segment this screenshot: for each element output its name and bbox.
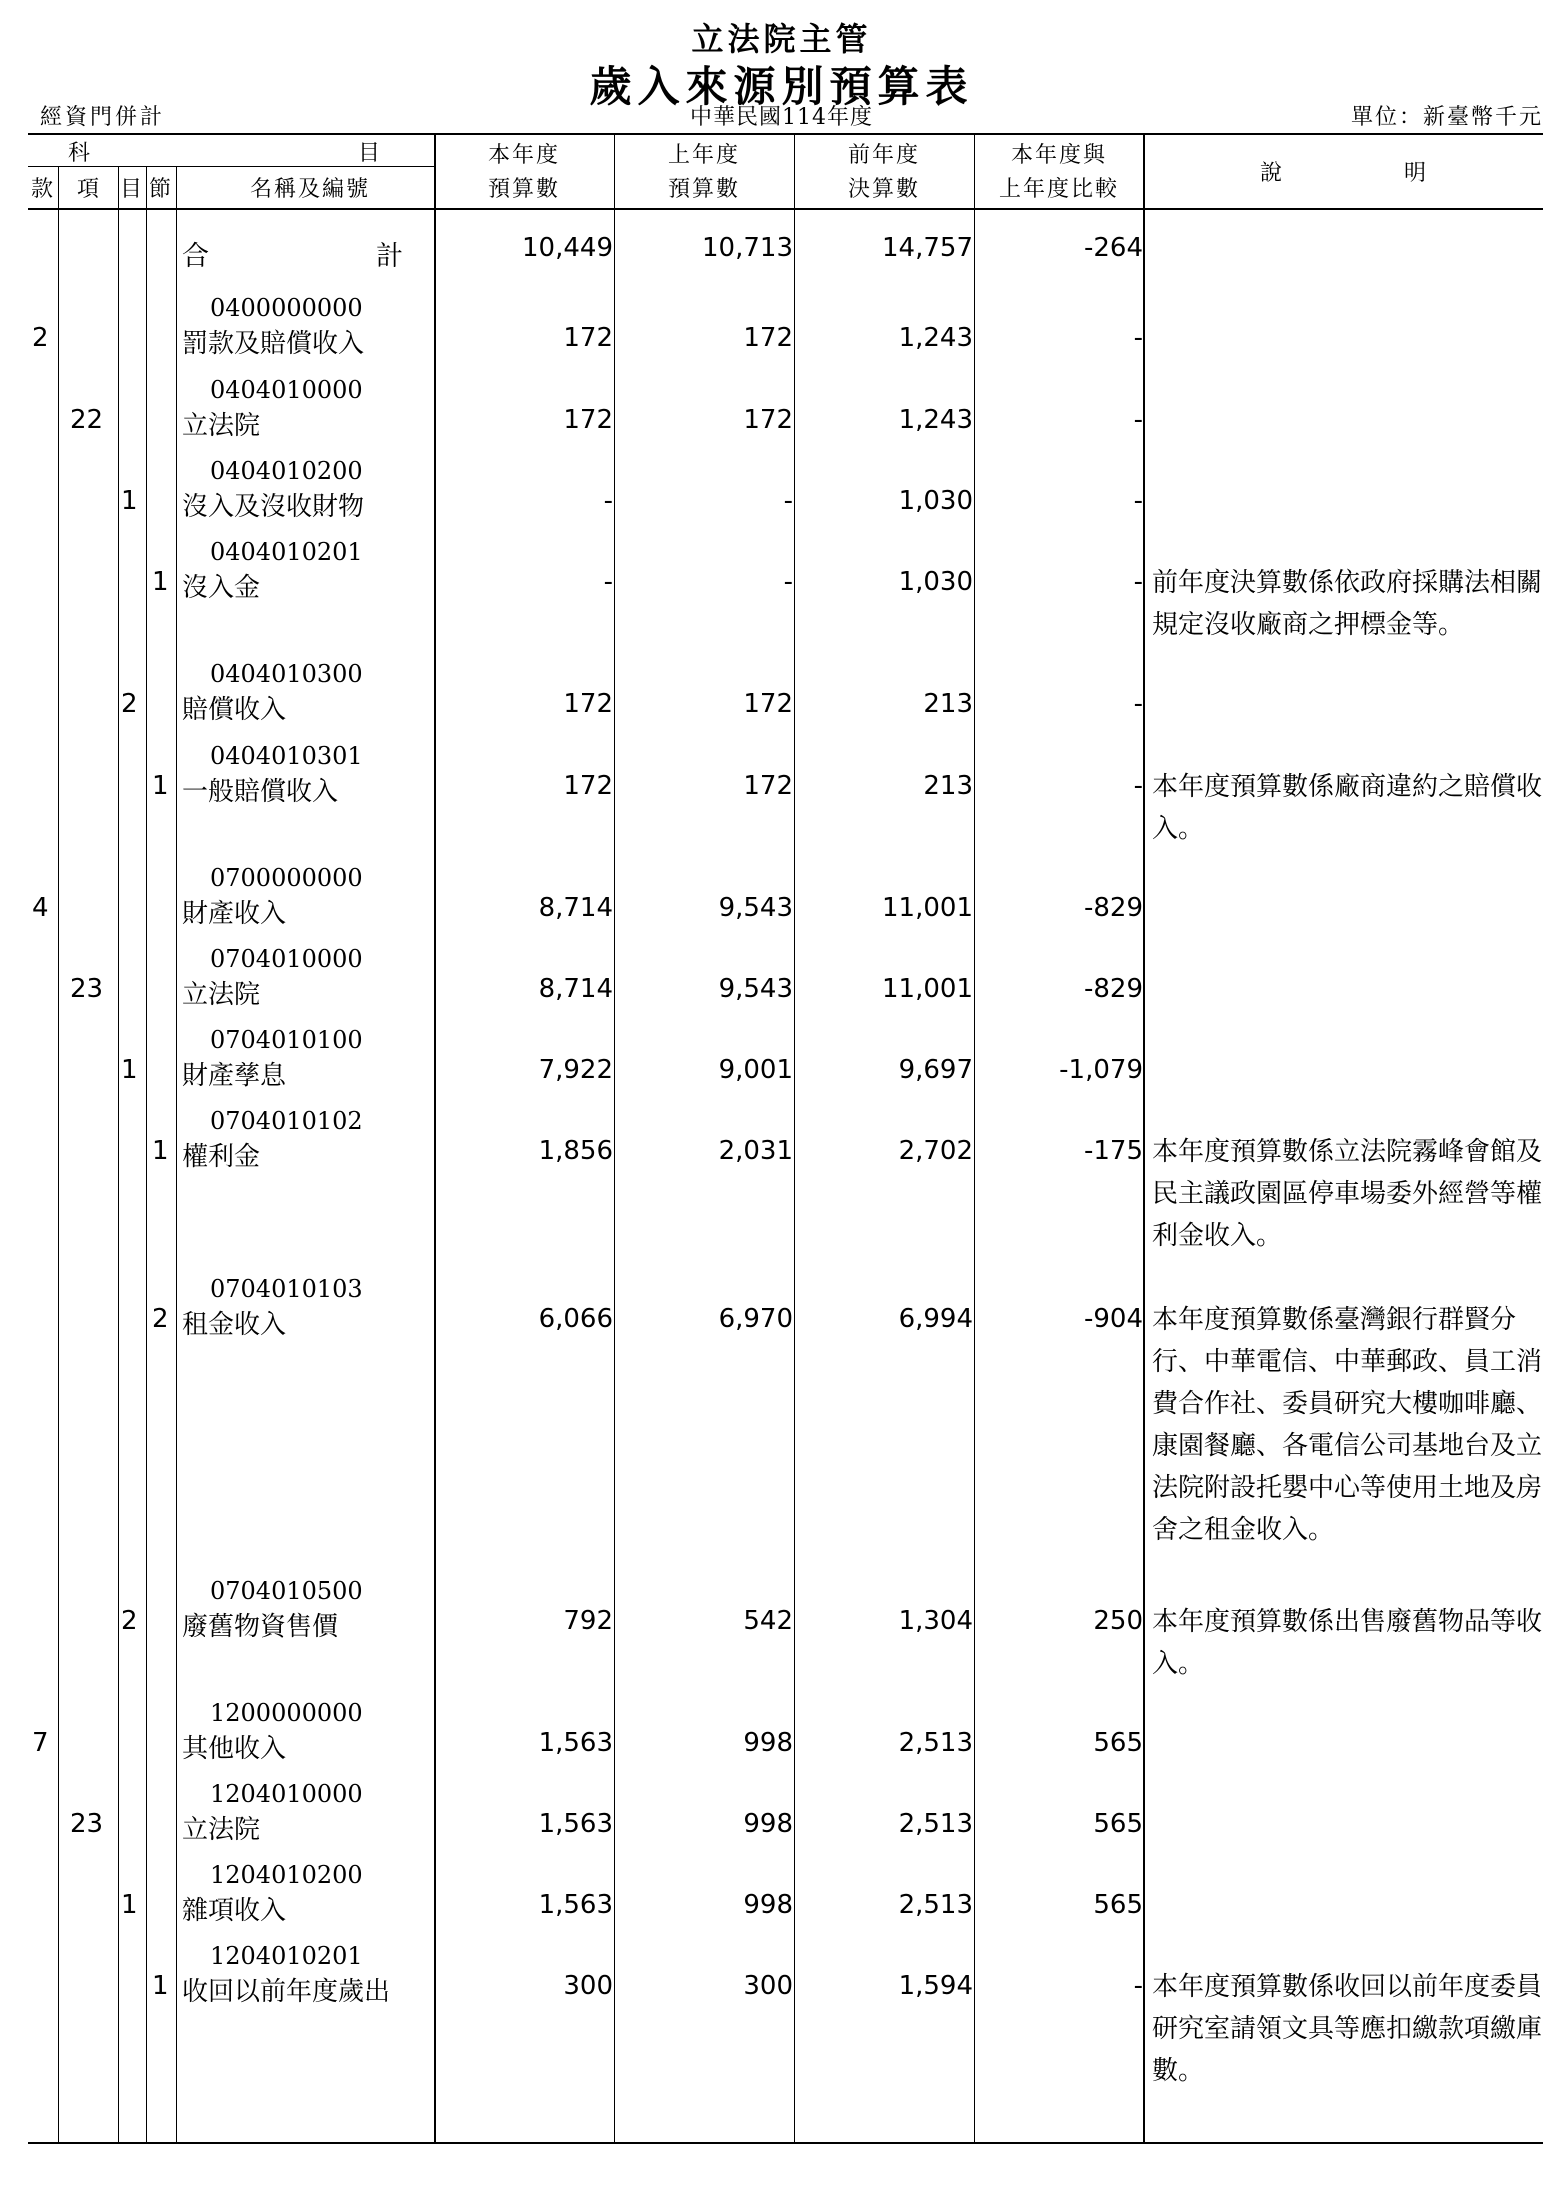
row-jie: 1 <box>152 1971 169 2001</box>
row-mu: 2 <box>121 1606 138 1636</box>
col-line-prev-year <box>974 133 975 2142</box>
header-ke: 科 <box>67 141 92 166</box>
row-compare: 565 <box>1093 1890 1143 1920</box>
header-last-year-1: 上年度 <box>667 143 740 168</box>
row-last-year: 172 <box>743 771 793 801</box>
row-this-year: - <box>603 567 613 597</box>
row-this-year: 1,563 <box>538 1728 613 1758</box>
row-xiang: 23 <box>70 1809 104 1839</box>
row-note: 本年度預算數係收回以前年度委員研究室請領文具等應扣繳款項繳庫數。 <box>1152 1972 1543 2086</box>
row-this-year: 300 <box>563 1971 613 2001</box>
row-name: 沒入金 <box>182 573 261 603</box>
page-title-line1: 立法院主管 <box>691 20 872 58</box>
header-jie: 節 <box>148 177 173 202</box>
row-this-year: 792 <box>563 1606 613 1636</box>
row-name: 立法院 <box>182 1815 261 1845</box>
row-compare: -904 <box>1083 1304 1143 1334</box>
row-code: 0704010000 <box>210 945 363 973</box>
row-compare: 565 <box>1093 1728 1143 1758</box>
row-xiang: 23 <box>70 974 104 1004</box>
row-prev-year: 11,001 <box>882 893 973 923</box>
row-code: 0704010500 <box>210 1577 363 1605</box>
header-note: 說 明 <box>1259 161 1428 186</box>
row-note: 本年度預算數係出售廢舊物品等收入。 <box>1152 1607 1543 1679</box>
row-last-year: 9,001 <box>718 1055 793 1085</box>
row-last-year: - <box>783 567 793 597</box>
row-this-year: 6,066 <box>538 1304 613 1334</box>
row-last-year: - <box>783 486 793 516</box>
row-note: 本年度預算數係廠商違約之賠償收入。 <box>1152 772 1543 844</box>
row-prev-year: 213 <box>923 689 973 719</box>
row-compare: - <box>1133 486 1143 516</box>
row-jie: 1 <box>152 567 169 597</box>
row-compare: -1,079 <box>1059 1055 1143 1085</box>
row-this-year: 172 <box>563 689 613 719</box>
row-this-year: - <box>603 486 613 516</box>
row-kuan: 2 <box>32 323 49 353</box>
header-this-year-2: 預算數 <box>487 177 560 202</box>
row-compare: 565 <box>1093 1809 1143 1839</box>
row-prev-year: 213 <box>923 771 973 801</box>
total-last-year: 10,713 <box>702 233 793 263</box>
row-compare: -829 <box>1083 974 1143 1004</box>
row-code: 0400000000 <box>210 294 363 322</box>
header-prev-year-1: 前年度 <box>847 143 920 168</box>
budget-scope-label: 經資門併計 <box>40 105 166 130</box>
row-compare: - <box>1133 405 1143 435</box>
row-prev-year: 1,243 <box>898 323 973 353</box>
row-last-year: 172 <box>743 689 793 719</box>
header-xiang: 項 <box>76 177 101 202</box>
row-compare: - <box>1133 1971 1143 2001</box>
col-line-this-year <box>614 133 615 2142</box>
row-this-year: 172 <box>563 771 613 801</box>
row-this-year: 1,563 <box>538 1890 613 1920</box>
row-compare: -829 <box>1083 893 1143 923</box>
header-prev-year-2: 決算數 <box>847 177 920 202</box>
row-note: 本年度預算數係臺灣銀行群賢分行、中華電信、中華郵政、員工消費合作社、委員研究大樓咖啡廳、康園餐廳、各電信公司基地台及立法院附設托嬰中心等使用土地及房舍之租金收入。 <box>1152 1305 1543 1545</box>
total-label-a: 合 <box>182 241 209 272</box>
col-line-mu <box>146 166 147 2142</box>
header-last-year-2: 預算數 <box>667 177 740 202</box>
fiscal-year-subtitle: 中華民國114年度 <box>690 105 873 130</box>
row-prev-year: 1,030 <box>898 486 973 516</box>
row-name: 權利金 <box>182 1142 261 1172</box>
row-compare: - <box>1133 567 1143 597</box>
row-compare: - <box>1133 771 1143 801</box>
row-compare: -175 <box>1083 1136 1143 1166</box>
row-name: 立法院 <box>182 411 261 441</box>
row-name: 雜項收入 <box>182 1896 287 1926</box>
total-prev-year: 14,757 <box>882 233 973 263</box>
unit-label: 單位：新臺幣千元 <box>1350 105 1543 130</box>
row-name: 賠償收入 <box>182 695 287 725</box>
row-prev-year: 1,030 <box>898 567 973 597</box>
row-last-year: 172 <box>743 323 793 353</box>
header-kuan: 款 <box>30 177 55 202</box>
col-line-xiang <box>118 166 119 2142</box>
header-mu: 目 <box>357 141 382 166</box>
row-name: 立法院 <box>182 980 261 1010</box>
total-label-b: 計 <box>376 241 403 272</box>
row-name: 一般賠償收入 <box>182 777 339 807</box>
row-prev-year: 1,304 <box>898 1606 973 1636</box>
table-bottom-border <box>28 2142 1543 2144</box>
row-last-year: 300 <box>743 1971 793 2001</box>
col-line-compare <box>1143 133 1145 2142</box>
row-this-year: 7,922 <box>538 1055 613 1085</box>
row-name: 罰款及賠償收入 <box>182 329 365 359</box>
row-code: 1204010201 <box>210 1942 363 1970</box>
header-mu2: 目 <box>119 177 144 202</box>
row-name: 沒入及沒收財物 <box>182 492 365 522</box>
row-note: 本年度預算數係立法院霧峰會館及民主議政園區停車場委外經營等權利金收入。 <box>1152 1137 1543 1251</box>
row-code: 1200000000 <box>210 1699 363 1727</box>
row-compare: 250 <box>1093 1606 1143 1636</box>
row-code: 0700000000 <box>210 864 363 892</box>
row-mu: 1 <box>121 1055 138 1085</box>
row-last-year: 998 <box>743 1890 793 1920</box>
row-last-year: 6,970 <box>718 1304 793 1334</box>
row-last-year: 998 <box>743 1728 793 1758</box>
header-this-year-1: 本年度 <box>487 143 560 168</box>
row-last-year: 998 <box>743 1809 793 1839</box>
row-last-year: 2,031 <box>718 1136 793 1166</box>
row-name: 財產收入 <box>182 899 287 929</box>
row-prev-year: 2,702 <box>898 1136 973 1166</box>
row-code: 0704010100 <box>210 1026 363 1054</box>
row-this-year: 1,856 <box>538 1136 613 1166</box>
row-code: 1204010200 <box>210 1861 363 1889</box>
header-name: 名稱及編號 <box>249 177 370 202</box>
col-line-jie <box>176 166 177 2142</box>
row-kuan: 7 <box>32 1728 49 1758</box>
row-this-year: 1,563 <box>538 1809 613 1839</box>
row-name: 收回以前年度歲出 <box>182 1977 391 2007</box>
row-mu: 1 <box>121 486 138 516</box>
row-prev-year: 1,594 <box>898 1971 973 2001</box>
row-kuan: 4 <box>32 893 49 923</box>
row-this-year: 8,714 <box>538 974 613 1004</box>
row-jie: 1 <box>152 771 169 801</box>
header-bottom-border <box>28 208 1543 210</box>
row-name: 財產孳息 <box>182 1061 287 1091</box>
total-compare: -264 <box>1083 233 1143 263</box>
page-title-line2: 歲入來源別預算表 <box>589 62 974 111</box>
row-compare: - <box>1133 689 1143 719</box>
header-compare-2: 上年度比較 <box>998 177 1119 202</box>
row-jie: 1 <box>152 1136 169 1166</box>
total-this-year: 10,449 <box>522 233 613 263</box>
row-compare: - <box>1133 323 1143 353</box>
row-code: 0404010300 <box>210 660 363 688</box>
col-line-last-year <box>794 133 795 2142</box>
table-top-border <box>28 133 1543 135</box>
row-last-year: 9,543 <box>718 893 793 923</box>
row-prev-year: 2,513 <box>898 1809 973 1839</box>
row-code: 0704010103 <box>210 1275 363 1303</box>
row-prev-year: 2,513 <box>898 1728 973 1758</box>
row-code: 0404010301 <box>210 742 363 770</box>
row-xiang: 22 <box>70 405 104 435</box>
row-code: 0704010102 <box>210 1107 363 1135</box>
row-code: 1204010000 <box>210 1780 363 1808</box>
row-mu: 2 <box>121 689 138 719</box>
row-note: 前年度決算數係依政府採購法相關規定沒收廠商之押標金等。 <box>1152 568 1543 640</box>
row-last-year: 172 <box>743 405 793 435</box>
row-name: 廢舊物資售價 <box>182 1612 339 1642</box>
row-code: 0404010201 <box>210 538 363 566</box>
row-last-year: 9,543 <box>718 974 793 1004</box>
row-prev-year: 6,994 <box>898 1304 973 1334</box>
row-last-year: 542 <box>743 1606 793 1636</box>
row-name: 租金收入 <box>182 1310 287 1340</box>
row-prev-year: 2,513 <box>898 1890 973 1920</box>
row-this-year: 172 <box>563 323 613 353</box>
row-prev-year: 1,243 <box>898 405 973 435</box>
col-line-kuan <box>58 166 59 2142</box>
header-compare-1: 本年度與 <box>1010 143 1107 168</box>
row-name: 其他收入 <box>182 1734 287 1764</box>
row-code: 0404010000 <box>210 376 363 404</box>
row-prev-year: 9,697 <box>898 1055 973 1085</box>
row-mu: 1 <box>121 1890 138 1920</box>
col-line-name <box>434 133 436 2142</box>
row-this-year: 172 <box>563 405 613 435</box>
row-jie: 2 <box>152 1304 169 1334</box>
row-code: 0404010200 <box>210 457 363 485</box>
row-this-year: 8,714 <box>538 893 613 923</box>
row-prev-year: 11,001 <box>882 974 973 1004</box>
